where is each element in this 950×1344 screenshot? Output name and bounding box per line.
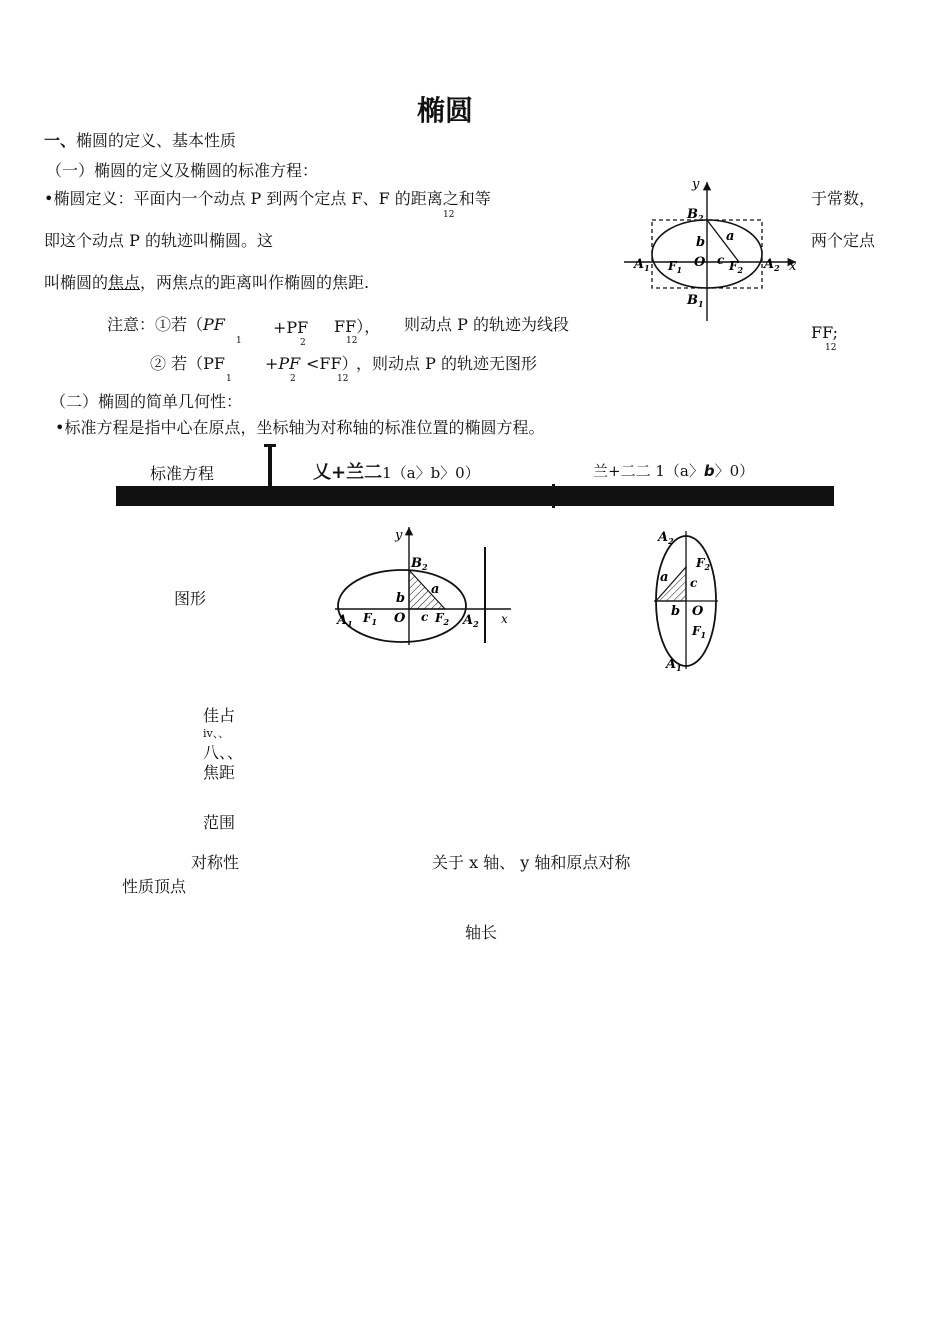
row-focus-label-3: 八、、: [203, 743, 244, 762]
b2-label: $B_2$: [411, 556, 428, 572]
table-header-bar: [116, 486, 834, 506]
f2-label: $F_2$: [696, 556, 711, 572]
c-label: c: [690, 576, 698, 590]
note-sub-1: 1: [236, 336, 242, 346]
note2-lt: <FF）: [306, 354, 358, 373]
equation-vertical: 兰+二二 1（a〉b〉0）: [593, 462, 755, 480]
definition-line-3-a: 叫椭圆的: [44, 273, 109, 292]
note-tail: 则动点 P 的轨迹为线段: [404, 315, 569, 334]
note-plus-pf: +PF: [273, 318, 309, 337]
a-label: a: [726, 229, 735, 244]
section-title: 椭圆的定义、基本性质: [76, 131, 237, 150]
row-focal-distance-label: 焦距: [203, 763, 236, 782]
table-divider-2: [552, 484, 555, 508]
f1-label: $F_1$: [692, 624, 707, 640]
row-properties-vertex-label: 性质顶点: [122, 877, 187, 896]
divider-cap: [264, 444, 276, 447]
note2-sub-1: 1: [226, 374, 232, 384]
f1-label: $F_1$: [363, 611, 378, 627]
note-right: FF;: [811, 323, 839, 342]
note-sub-2: 2: [300, 338, 306, 348]
ellipse-curve: [338, 570, 466, 642]
f1-label: $F_1$: [668, 259, 683, 275]
origin-label: O: [694, 255, 706, 270]
b-label: b: [696, 235, 706, 250]
vertical-ellipse-figure: [648, 527, 724, 671]
focus-term: 焦点: [108, 273, 141, 292]
definition-line-3: [44, 273, 369, 292]
equation-horizontal: 乂+兰二1（a〉b〉0）: [313, 462, 480, 483]
c-label: c: [717, 253, 725, 267]
a2-label: $A_2$: [658, 530, 674, 546]
definition-line-1: •椭圆定义：平面内一个动点 P 到两个定点 F、F 的距离之和等: [44, 189, 491, 208]
symmetry-value: 关于 x 轴、 y 轴和原点对称: [432, 853, 631, 872]
subsection-heading-2: （二）椭圆的简单几何性：: [50, 392, 243, 411]
a-label: a: [431, 582, 440, 597]
y-label: y: [692, 177, 700, 192]
row-focus-label-1: 佳占: [203, 706, 236, 725]
b-label: b: [396, 591, 406, 606]
note-right-sub: 12: [825, 343, 837, 353]
row-range-label: 范围: [203, 813, 236, 832]
standard-equation-note: •标准方程是指中心在原点，坐标轴为对称轴的标准位置的椭圆方程。: [55, 418, 545, 437]
c-label: c: [421, 610, 429, 624]
b1-label: $B_1$: [687, 293, 704, 309]
b-label: b: [671, 604, 681, 619]
a1-label: $A_1$: [634, 257, 650, 273]
a-label: a: [660, 570, 669, 585]
origin-label: O: [394, 611, 406, 626]
subsection-heading-1: （一）椭圆的定义及椭圆的标准方程：: [46, 161, 319, 180]
definition-right-1: 于常数，: [811, 189, 876, 208]
definition-line-2: 即这个动点 P 的轨迹叫椭圆。这: [44, 231, 273, 250]
x-label: x: [789, 259, 797, 274]
row-symmetry-label: 对称性: [191, 853, 240, 872]
section-number: 一、: [44, 131, 77, 150]
note2-sub-12: 12: [337, 374, 349, 384]
a2-label: $A_2$: [764, 257, 780, 273]
x-label: x: [501, 612, 508, 626]
note2-sub-2: 2: [290, 374, 296, 384]
section-heading: [44, 131, 236, 150]
definition-line-3-b: ，两焦点的距离叫作椭圆的焦距.: [140, 273, 370, 292]
f2-label: $F_2$: [729, 259, 744, 275]
row-axis-length-label: 轴长: [465, 923, 498, 942]
y-label: y: [395, 528, 403, 543]
note2-tail: ，则动点 P 的轨迹无图形: [356, 354, 537, 373]
note-line-1: [107, 315, 225, 334]
note-prefix: 注意：①若（: [107, 315, 204, 334]
note-line-2: ② 若（PF: [150, 354, 225, 373]
ellipse-definition-figure: [622, 176, 804, 324]
horizontal-ellipse-figure: [333, 523, 513, 647]
row-figure-label: 图形: [174, 589, 207, 608]
a1-label: $A_1$: [666, 657, 682, 671]
b2-label: $B_2$: [687, 207, 704, 223]
origin-label: O: [692, 604, 704, 619]
a1-label: $A_1$: [337, 613, 353, 629]
page-title: 椭圆: [417, 94, 474, 127]
note-ff: FF），: [334, 317, 381, 336]
header-standard-equation: 标准方程: [150, 464, 215, 483]
note-pf: PF: [203, 315, 225, 334]
definition-subscript: 12: [443, 210, 455, 220]
row-focus-label-2: ⅳ、、: [203, 727, 230, 740]
note-sub-12: 12: [346, 336, 358, 346]
a2-label: $A_2$: [463, 613, 479, 629]
f2-label: $F_2$: [435, 611, 450, 627]
note2-plus: +PF: [265, 354, 301, 373]
definition-right-2: 两个定点: [811, 231, 876, 250]
